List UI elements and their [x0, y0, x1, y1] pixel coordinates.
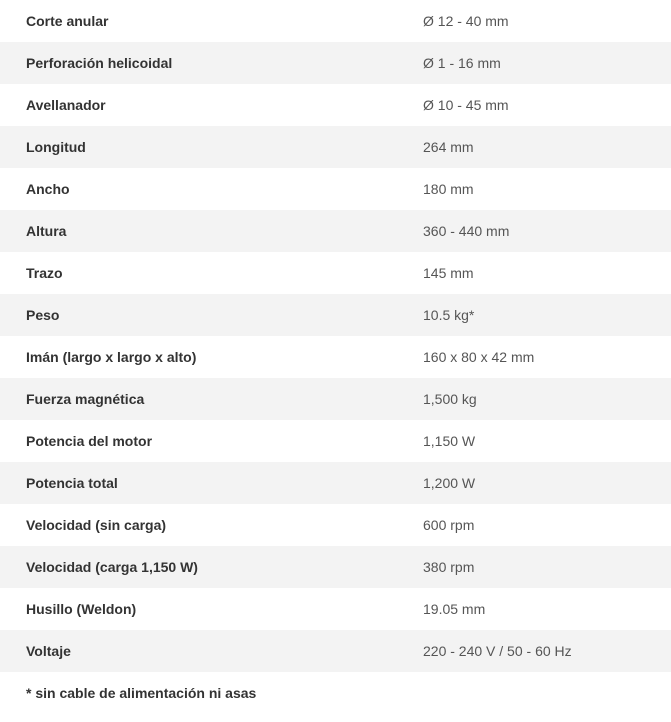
spec-value: 19.05 mm — [423, 601, 486, 617]
spec-label: Potencia del motor — [26, 433, 153, 449]
spec-row — [0, 378, 671, 420]
spec-value: 380 rpm — [423, 546, 671, 588]
spec-label: Ancho — [26, 181, 70, 197]
spec-value: 1,200 W — [423, 462, 671, 504]
footnote: * sin cable de alimentación ni asas — [0, 672, 671, 714]
spec-value: 145 mm — [423, 265, 474, 281]
spec-value: 220 - 240 V / 50 - 60 Hz — [423, 630, 671, 672]
spec-label: Longitud — [0, 126, 423, 168]
spec-value: 160 x 80 x 42 mm — [423, 349, 535, 365]
spec-row — [0, 630, 671, 672]
spec-row — [0, 504, 671, 546]
spec-row — [0, 84, 671, 126]
spec-label: Trazo — [26, 265, 63, 281]
spec-label: Potencia total — [0, 462, 423, 504]
spec-label: Corte anular — [26, 13, 109, 29]
spec-row — [0, 42, 671, 84]
spec-label: Husillo (Weldon) — [26, 601, 137, 617]
spec-value: 360 - 440 mm — [423, 210, 671, 252]
spec-value: 10.5 kg* — [423, 294, 671, 336]
spec-label: Velocidad (sin carga) — [26, 517, 167, 533]
footnote-row — [0, 672, 671, 714]
spec-label: Avellanador — [26, 97, 106, 113]
spec-row — [0, 462, 671, 504]
spec-value: Ø 10 - 45 mm — [423, 97, 509, 113]
spec-row — [0, 546, 671, 588]
spec-row — [0, 252, 671, 294]
spec-row — [0, 294, 671, 336]
spec-label: Fuerza magnética — [0, 378, 423, 420]
spec-label: Velocidad (carga 1,150 W) — [0, 546, 423, 588]
spec-value: Ø 12 - 40 mm — [423, 13, 509, 29]
spec-row — [0, 168, 671, 210]
spec-label: Imán (largo x largo x alto) — [26, 349, 197, 365]
spec-row — [0, 0, 671, 42]
spec-label: Peso — [0, 294, 423, 336]
spec-value: Ø 1 - 16 mm — [423, 42, 671, 84]
spec-label: Voltaje — [0, 630, 423, 672]
spec-row — [0, 126, 671, 168]
spec-label: Perforación helicoidal — [0, 42, 423, 84]
spec-value: 1,150 W — [423, 433, 476, 449]
spec-value: 600 rpm — [423, 517, 475, 533]
spec-row — [0, 588, 671, 630]
spec-label: Altura — [0, 210, 423, 252]
spec-row — [0, 336, 671, 378]
spec-value: 180 mm — [423, 181, 474, 197]
spec-row — [0, 420, 671, 462]
spec-row — [0, 210, 671, 252]
spec-value: 1,500 kg — [423, 378, 671, 420]
spec-value: 264 mm — [423, 126, 671, 168]
